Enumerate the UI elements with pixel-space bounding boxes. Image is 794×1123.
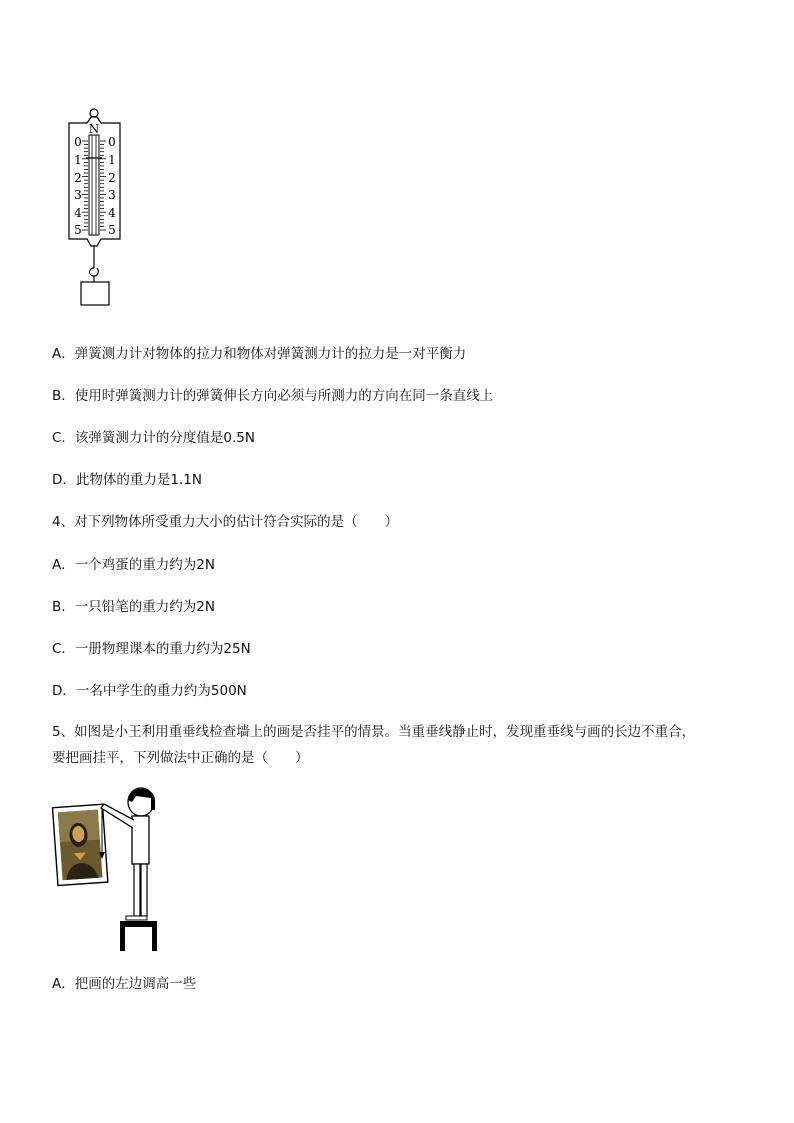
scale-left-label: 0 <box>74 135 82 149</box>
scale-right-label: 1 <box>108 153 116 167</box>
q3-option-c: C．该弹簧测力计的分度值是0.5N <box>52 430 255 446</box>
q3-option-b: B．使用时弹簧测力计的弹簧伸长方向必须与所测力的方向在同一条直线上 <box>52 388 494 404</box>
scale-left-label: 5 <box>74 223 82 237</box>
q5-option-a: A．把画的左边调高一些 <box>52 976 197 992</box>
scale-right-label: 3 <box>108 188 116 202</box>
scale-right-label: 5 <box>108 223 116 237</box>
scale-left-label: 2 <box>74 171 82 185</box>
q3-option-d: D．此物体的重力是1.1N <box>52 472 202 488</box>
scale-unit-label: N <box>88 122 100 136</box>
scale-left-label: 1 <box>74 153 82 167</box>
q4-stem: 4、对下列物体所受重力大小的估计符合实际的是（ ） <box>52 514 399 530</box>
plumb-line-figure <box>0 780 794 960</box>
scale-right-label: 0 <box>108 135 116 149</box>
stool <box>120 921 157 927</box>
q5-stem-line2: 要把画挂平，下列做法中正确的是（ ） <box>52 750 309 766</box>
q4-option-b: B．一只铅笔的重力约为2N <box>52 599 215 615</box>
scale-left-label: 4 <box>74 206 82 220</box>
q4-option-a: A．一个鸡蛋的重力约为2N <box>52 557 215 573</box>
scale-left-label: 3 <box>74 188 82 202</box>
spring-scale-figure <box>0 0 794 320</box>
q4-option-c: C．一册物理课本的重力约为25N <box>52 641 251 657</box>
scale-right-label: 2 <box>108 171 116 185</box>
q5-stem-line1: 5、如图是小王利用重垂线检查墙上的画是否挂平的情景。当重垂线静止时，发现重垂线与画的长边不重合， <box>52 724 696 740</box>
q4-option-d: D．一名中学生的重力约为500N <box>52 683 247 699</box>
weight-block <box>81 282 109 305</box>
scale-right-label: 4 <box>108 206 116 220</box>
q3-option-a: A．弹簧测力计对物体的拉力和物体对弹簧测力计的拉力是一对平衡力 <box>52 346 467 362</box>
